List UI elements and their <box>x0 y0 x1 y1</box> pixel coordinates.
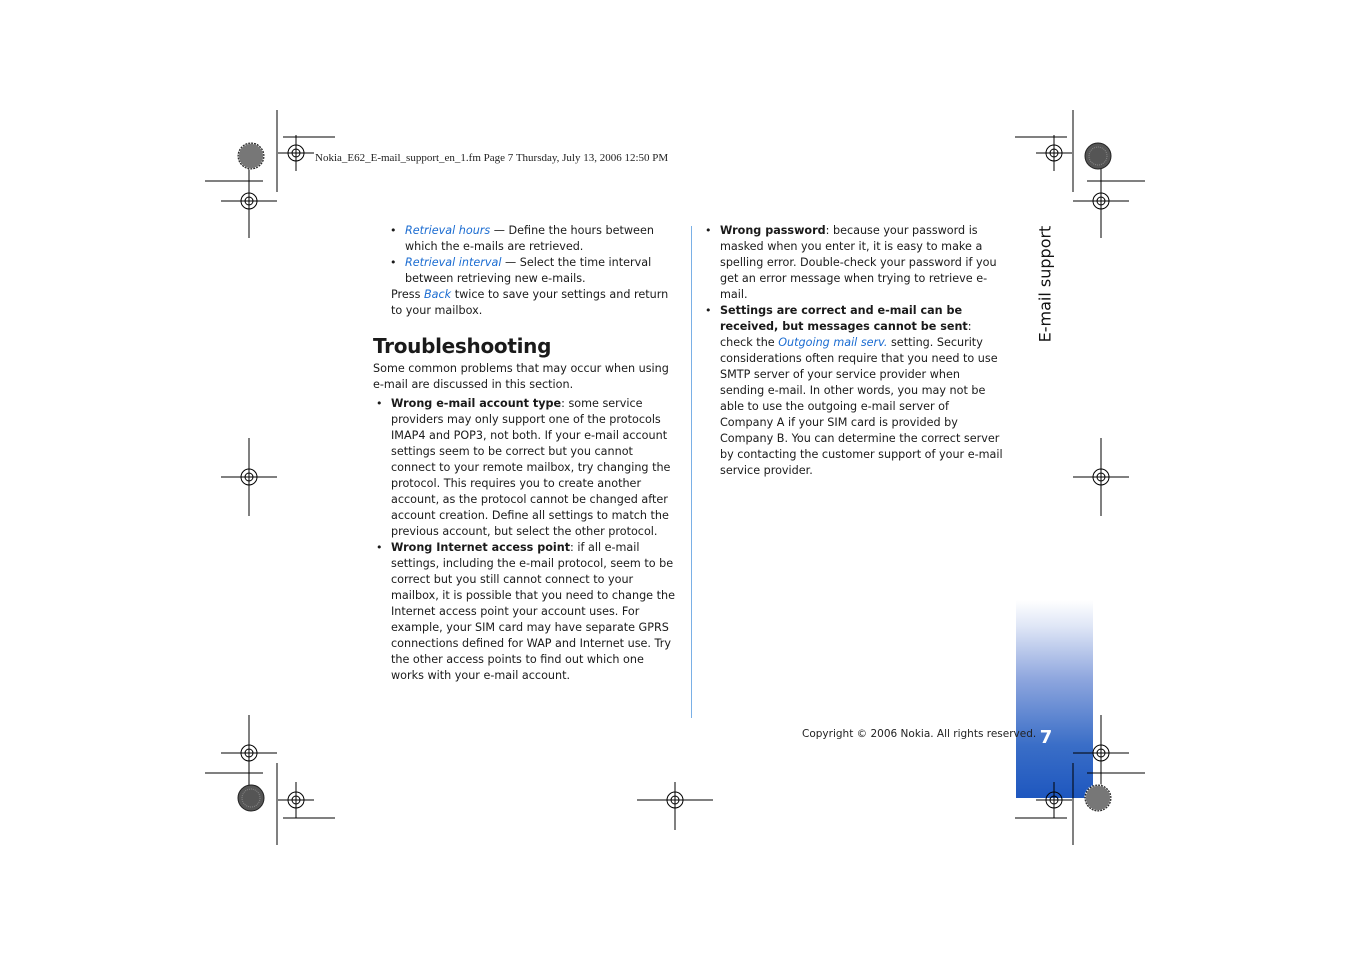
crosshair-targets <box>221 135 1129 818</box>
copyright-notice: Copyright © 2006 Nokia. All rights reserved. <box>802 728 1037 740</box>
retrieval-interval-link[interactable]: Retrieval interval <box>405 256 502 269</box>
retrieval-hours-link[interactable]: Retrieval hours <box>405 224 491 237</box>
list-item: • Wrong password: because your password is masked when you enter it, it is easy to make a spelling error. Double-check your password if you get an error message when trying to retrieve e-mail. <box>702 223 1005 303</box>
print-header: Nokia_E62_E-mail_support_en_1.fm Page 7 Thursday, July 13, 2006 12:50 PM <box>315 152 669 164</box>
section-heading: Troubleshooting <box>373 334 552 358</box>
list-item: • Settings are correct and e-mail can be received, but messages cannot be sent: check the Outgoing mail serv. setting. Security considerations often require that you need to use SMTP server of your service provider when sending e-mail. In other words, you may not be able to use the outgoing e-mail server of Company A if your SIM card is provided by Company B. You can determine the correct server by contacting the customer support of your e-mail service provider. <box>702 303 1005 479</box>
color-discs <box>238 143 1111 811</box>
section-label-text: E-mail support <box>1035 225 1055 343</box>
list-item: • Wrong Internet access point: if all e-mail settings, including the e-mail protocol, seem to be correct but you still cannot connect to your mailbox, it is possible that you need to change the Internet access point your account uses. For example, your SIM card may have separate GPRS connections defined for WAP and Internet use. Try the other access points to find out which one works with your e-mail account. <box>373 540 679 684</box>
list-item: • Retrieval interval — Select the time interval between retrieving new e-mails. <box>387 255 679 287</box>
list-item: • Retrieval hours — Define the hours between which the e-mails are retrieved. <box>387 223 679 255</box>
back-link[interactable]: Back <box>424 288 452 301</box>
press-back-text: Press Back twice to save your settings and return to your mailbox. <box>391 288 669 317</box>
page-number: 7 <box>1039 727 1053 748</box>
crop-lines <box>205 110 1145 845</box>
outgoing-mail-serv-link[interactable]: Outgoing mail serv. <box>778 336 888 349</box>
list-item: • Wrong e-mail account type: some service providers may only support one of the protocols IMAP4 and POP3, not both. If your e-mail account settings seem to be correct but you cannot connect to your remote mailbox, try changing the protocol. This requires you to create another account, as the protocol cannot be changed after account creation. Define all settings to match the previous account, but select the other protocol. <box>373 396 679 540</box>
intro-paragraph: Some common problems that may occur when using e-mail are discussed in this section. <box>373 362 669 391</box>
